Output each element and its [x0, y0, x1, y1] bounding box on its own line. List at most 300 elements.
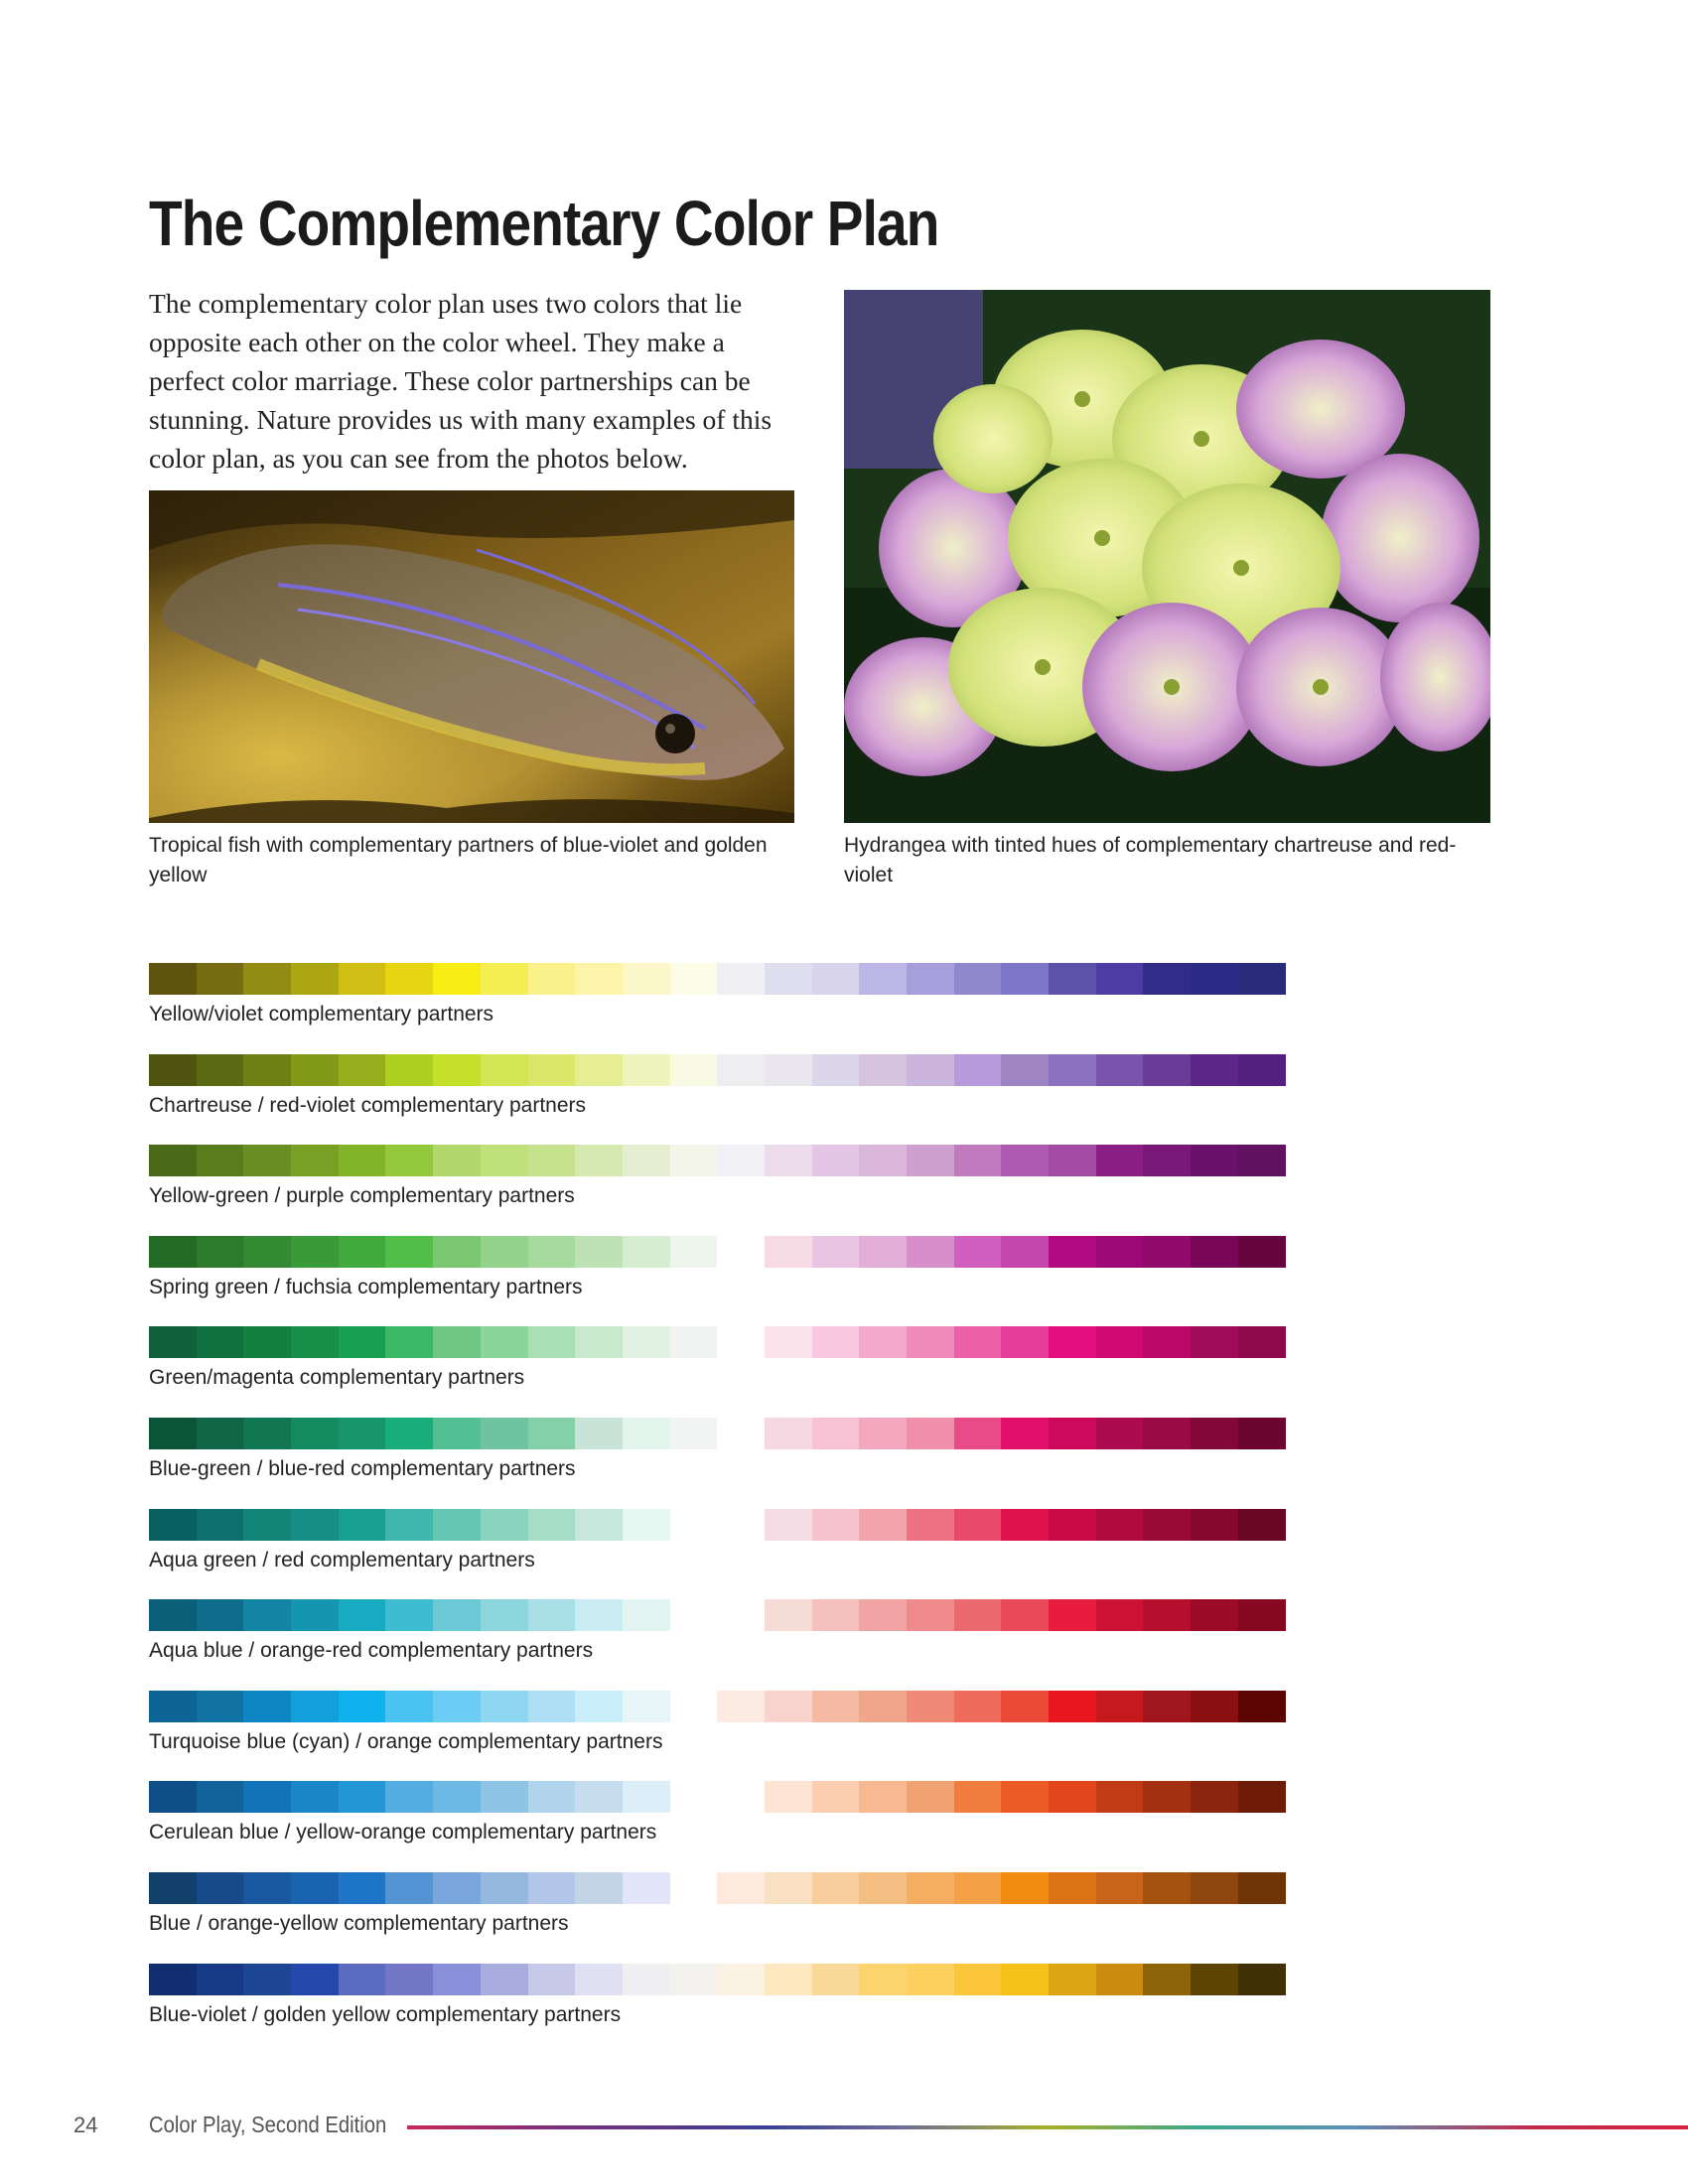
color-swatch — [1143, 1418, 1191, 1449]
color-swatch — [1238, 1326, 1286, 1358]
color-swatch — [528, 963, 576, 995]
color-swatch — [291, 1872, 339, 1904]
color-swatch — [859, 1326, 907, 1358]
color-swatch — [1191, 1145, 1238, 1176]
color-swatch — [1143, 1781, 1191, 1813]
color-swatch — [765, 1691, 812, 1722]
color-swatch — [291, 963, 339, 995]
color-swatch — [149, 1964, 197, 1995]
color-swatch — [481, 1599, 528, 1631]
color-swatch — [481, 1418, 528, 1449]
color-swatch — [433, 1964, 481, 1995]
color-swatch — [623, 963, 670, 995]
color-swatch — [812, 1872, 860, 1904]
color-swatch — [717, 1236, 765, 1268]
color-swatch — [717, 1599, 765, 1631]
color-swatch — [1191, 1964, 1238, 1995]
color-swatch — [812, 1691, 860, 1722]
color-swatch-bar — [149, 1964, 1286, 1995]
color-strip-label: Blue-violet / golden yellow complementary partners — [149, 2002, 622, 2026]
color-strip-row — [149, 1872, 1340, 1964]
color-swatch — [1049, 1145, 1096, 1176]
color-swatch — [859, 1509, 907, 1541]
color-swatch — [291, 1599, 339, 1631]
color-swatch — [339, 1781, 386, 1813]
color-swatch — [575, 1872, 623, 1904]
color-swatch — [907, 1691, 954, 1722]
color-swatch — [291, 1691, 339, 1722]
color-swatch — [1238, 1872, 1286, 1904]
color-swatch — [528, 1326, 576, 1358]
color-swatch — [623, 1145, 670, 1176]
color-swatch — [481, 1781, 528, 1813]
color-swatch — [623, 1418, 670, 1449]
color-swatch — [859, 1964, 907, 1995]
color-swatch — [197, 1145, 244, 1176]
color-swatch — [433, 1509, 481, 1541]
color-swatch — [1001, 1781, 1049, 1813]
color-swatch — [575, 1054, 623, 1086]
color-swatch — [670, 1599, 718, 1631]
color-swatch — [765, 1145, 812, 1176]
color-swatch — [385, 1236, 433, 1268]
color-swatch — [385, 1964, 433, 1995]
color-swatch — [528, 1236, 576, 1268]
color-swatch — [1096, 1145, 1144, 1176]
color-swatch — [954, 1509, 1002, 1541]
color-swatch — [954, 1418, 1002, 1449]
color-swatch — [1049, 1054, 1096, 1086]
color-swatch — [670, 1418, 718, 1449]
color-swatch — [717, 1418, 765, 1449]
color-swatch — [1049, 1418, 1096, 1449]
color-swatch — [1096, 1781, 1144, 1813]
color-swatch — [907, 1509, 954, 1541]
color-swatch — [481, 963, 528, 995]
color-strip-row — [149, 1326, 1340, 1418]
color-swatch — [1238, 1236, 1286, 1268]
color-swatch — [481, 1054, 528, 1086]
color-swatch — [717, 1326, 765, 1358]
color-swatch-bar — [149, 1599, 1286, 1631]
color-swatch — [670, 1509, 718, 1541]
color-swatch — [859, 963, 907, 995]
color-swatch — [765, 1872, 812, 1904]
color-swatch — [1001, 1326, 1049, 1358]
color-swatch — [339, 1054, 386, 1086]
fish-photo-caption: Tropical fish with complementary partners of blue-violet and golden yellow — [149, 834, 768, 887]
color-swatch — [954, 1691, 1002, 1722]
color-swatch — [575, 1326, 623, 1358]
color-swatch — [1143, 1872, 1191, 1904]
color-swatch — [670, 1145, 718, 1176]
color-swatch — [339, 1145, 386, 1176]
color-swatch — [717, 1145, 765, 1176]
color-swatch — [575, 1509, 623, 1541]
color-swatch — [481, 1326, 528, 1358]
color-swatch — [575, 1599, 623, 1631]
color-swatch — [1191, 1781, 1238, 1813]
color-swatch-bar — [149, 1326, 1286, 1358]
color-swatch — [291, 1509, 339, 1541]
color-swatch — [1096, 1872, 1144, 1904]
color-strip-label: Blue / orange-yellow complementary partners — [149, 1911, 569, 1935]
color-swatch — [670, 1236, 718, 1268]
color-swatch — [339, 1691, 386, 1722]
color-swatch — [149, 963, 197, 995]
color-swatch — [197, 1509, 244, 1541]
color-swatch — [243, 1418, 291, 1449]
color-strip-row — [149, 1418, 1340, 1509]
color-strip-label: Blue-green / blue-red complementary partners — [149, 1456, 576, 1480]
color-swatch — [197, 1326, 244, 1358]
color-swatch — [1001, 963, 1049, 995]
color-swatch — [197, 1236, 244, 1268]
color-swatch — [291, 1145, 339, 1176]
color-swatch — [528, 1964, 576, 1995]
color-swatch — [243, 1145, 291, 1176]
color-swatch — [1143, 1236, 1191, 1268]
color-swatch — [528, 1145, 576, 1176]
color-strip-row — [149, 1599, 1340, 1691]
color-swatch — [859, 1054, 907, 1086]
color-swatch — [339, 1236, 386, 1268]
color-swatch — [765, 1781, 812, 1813]
intro-paragraph: The complementary color plan uses two colors that lie opposite each other on the color wheel. They make a perfect color marriage. These color partnerships can be stunning. Nature provides us with many examples of this color plan, as you can see from the photos below. — [149, 288, 773, 474]
color-swatch — [623, 1691, 670, 1722]
color-swatch — [859, 1236, 907, 1268]
color-swatch — [1238, 1964, 1286, 1995]
color-swatch — [1096, 1599, 1144, 1631]
color-swatch — [907, 1781, 954, 1813]
color-swatch — [859, 1145, 907, 1176]
color-swatch — [1191, 1054, 1238, 1086]
color-swatch — [1143, 1599, 1191, 1631]
color-swatch — [623, 1872, 670, 1904]
color-swatch — [575, 1236, 623, 1268]
color-swatch — [385, 1145, 433, 1176]
color-swatch — [1001, 1691, 1049, 1722]
color-swatch — [670, 1964, 718, 1995]
color-swatch — [1143, 1964, 1191, 1995]
color-swatch — [907, 1326, 954, 1358]
color-swatch — [1191, 1326, 1238, 1358]
book-title: Color Play, Second Edition — [149, 2112, 387, 2137]
color-swatch — [481, 1509, 528, 1541]
color-swatch — [385, 1872, 433, 1904]
color-swatch — [859, 1418, 907, 1449]
color-swatch — [1049, 1509, 1096, 1541]
color-swatch — [339, 1418, 386, 1449]
color-swatch — [717, 1872, 765, 1904]
color-strip-label: Chartreuse / red-violet complementary partners — [149, 1093, 587, 1117]
color-swatch — [291, 1236, 339, 1268]
color-swatch — [1096, 1964, 1144, 1995]
color-swatch — [765, 963, 812, 995]
color-swatch — [149, 1326, 197, 1358]
color-swatch — [1143, 1326, 1191, 1358]
color-swatch — [1191, 1236, 1238, 1268]
color-swatch — [623, 1236, 670, 1268]
color-swatch — [1238, 1509, 1286, 1541]
color-strip-label: Aqua green / red complementary partners — [149, 1548, 535, 1571]
color-swatch — [528, 1509, 576, 1541]
color-swatch-bar — [149, 1054, 1286, 1086]
color-swatch — [907, 1418, 954, 1449]
color-swatch — [243, 1054, 291, 1086]
color-swatch — [197, 1599, 244, 1631]
color-swatch — [954, 1872, 1002, 1904]
color-swatch — [1049, 963, 1096, 995]
color-swatch — [385, 963, 433, 995]
color-swatch — [954, 1964, 1002, 1995]
color-swatch — [812, 1599, 860, 1631]
color-swatch — [670, 1781, 718, 1813]
color-swatch — [385, 1599, 433, 1631]
color-swatch — [575, 1781, 623, 1813]
color-swatch — [1238, 1691, 1286, 1722]
color-swatch — [1096, 1691, 1144, 1722]
color-swatch — [765, 1054, 812, 1086]
color-swatch — [149, 1145, 197, 1176]
color-swatch — [1191, 1599, 1238, 1631]
color-swatch — [954, 1236, 1002, 1268]
color-strip-label: Aqua blue / orange-red complementary partners — [149, 1639, 594, 1663]
color-swatch — [385, 1691, 433, 1722]
color-swatch — [670, 1872, 718, 1904]
color-swatch — [481, 1145, 528, 1176]
color-swatch-bar — [149, 1781, 1286, 1813]
color-swatch — [528, 1054, 576, 1086]
color-swatch — [1143, 1054, 1191, 1086]
color-swatch — [1191, 1872, 1238, 1904]
hydrangea-photo — [844, 290, 1490, 823]
hydrangea-photo-caption: Hydrangea with tinted hues of complementary chartreuse and red-violet — [844, 834, 1457, 887]
color-strip-row — [149, 1145, 1340, 1236]
color-swatch — [197, 1781, 244, 1813]
color-swatch — [1143, 963, 1191, 995]
color-swatch — [1096, 963, 1144, 995]
color-swatch — [149, 1781, 197, 1813]
color-swatch — [623, 1054, 670, 1086]
color-swatch — [528, 1872, 576, 1904]
color-strip-label: Green/magenta complementary partners — [149, 1366, 525, 1390]
color-swatch — [1001, 1236, 1049, 1268]
color-swatch — [1191, 1691, 1238, 1722]
color-swatch — [859, 1781, 907, 1813]
color-swatch — [481, 1236, 528, 1268]
color-strip-row — [149, 1509, 1340, 1600]
color-strip-row — [149, 963, 1340, 1054]
color-swatch — [907, 1054, 954, 1086]
color-swatch — [1191, 1509, 1238, 1541]
color-swatch — [954, 1145, 1002, 1176]
color-swatch — [859, 1691, 907, 1722]
color-swatch — [291, 1964, 339, 1995]
color-swatch — [812, 1236, 860, 1268]
color-swatch — [149, 1872, 197, 1904]
color-swatch — [812, 963, 860, 995]
color-swatch — [243, 1599, 291, 1631]
color-strips — [149, 963, 1340, 2054]
color-swatch — [339, 1326, 386, 1358]
color-swatch — [575, 1145, 623, 1176]
color-swatch — [1238, 1599, 1286, 1631]
color-swatch — [1001, 1872, 1049, 1904]
color-swatch — [812, 1418, 860, 1449]
color-swatch — [433, 1872, 481, 1904]
color-swatch — [197, 1691, 244, 1722]
color-swatch — [765, 1326, 812, 1358]
color-strip-label: Cerulean blue / yellow-orange complementary partners — [149, 1821, 657, 1844]
color-swatch — [717, 1964, 765, 1995]
color-swatch — [433, 1418, 481, 1449]
color-swatch — [859, 1599, 907, 1631]
color-swatch — [1096, 1326, 1144, 1358]
color-swatch — [765, 1964, 812, 1995]
color-swatch — [149, 1236, 197, 1268]
color-swatch — [812, 1964, 860, 1995]
color-swatch — [528, 1599, 576, 1631]
color-swatch — [1238, 963, 1286, 995]
color-swatch — [1001, 1145, 1049, 1176]
color-swatch — [385, 1054, 433, 1086]
color-swatch — [623, 1326, 670, 1358]
color-swatch — [433, 1326, 481, 1358]
color-swatch — [1049, 1326, 1096, 1358]
color-swatch-bar — [149, 1872, 1286, 1904]
color-swatch — [907, 1145, 954, 1176]
color-swatch — [528, 1418, 576, 1449]
color-swatch — [812, 1145, 860, 1176]
color-swatch — [859, 1872, 907, 1904]
color-swatch — [670, 1326, 718, 1358]
color-swatch — [243, 1509, 291, 1541]
color-swatch — [149, 1599, 197, 1631]
color-strip-row — [149, 1236, 1340, 1327]
color-swatch — [1238, 1145, 1286, 1176]
color-swatch — [1191, 963, 1238, 995]
color-swatch — [339, 1599, 386, 1631]
color-swatch — [1238, 1418, 1286, 1449]
color-swatch — [1191, 1418, 1238, 1449]
color-swatch — [1096, 1236, 1144, 1268]
color-swatch — [765, 1509, 812, 1541]
footer-rule — [407, 2125, 1688, 2129]
color-swatch — [575, 963, 623, 995]
color-swatch — [243, 1236, 291, 1268]
color-swatch — [433, 1599, 481, 1631]
color-swatch — [433, 1781, 481, 1813]
color-swatch — [1096, 1054, 1144, 1086]
color-swatch — [1001, 1054, 1049, 1086]
page-title: The Complementary Color Plan — [149, 188, 939, 259]
color-swatch — [1049, 1691, 1096, 1722]
color-strip-row — [149, 1781, 1340, 1872]
color-swatch — [954, 1599, 1002, 1631]
color-swatch — [623, 1509, 670, 1541]
color-swatch — [1096, 1418, 1144, 1449]
color-swatch — [1049, 1236, 1096, 1268]
tropical-fish-photo — [149, 490, 794, 823]
color-swatch — [339, 1872, 386, 1904]
color-strip-label: Yellow-green / purple complementary partners — [149, 1184, 575, 1208]
color-swatch — [1049, 1599, 1096, 1631]
color-swatch — [1238, 1054, 1286, 1086]
color-swatch — [1001, 1509, 1049, 1541]
color-swatch — [623, 1964, 670, 1995]
color-swatch — [1049, 1872, 1096, 1904]
color-swatch — [717, 1691, 765, 1722]
color-swatch — [1001, 1418, 1049, 1449]
color-swatch — [623, 1599, 670, 1631]
color-swatch — [385, 1509, 433, 1541]
color-swatch — [1001, 1599, 1049, 1631]
color-swatch — [291, 1326, 339, 1358]
color-strip-label: Spring green / fuchsia complementary partners — [149, 1275, 583, 1298]
color-swatch — [481, 1872, 528, 1904]
color-swatch — [765, 1236, 812, 1268]
color-strip-row — [149, 1691, 1340, 1782]
color-swatch — [197, 1054, 244, 1086]
color-swatch — [575, 1418, 623, 1449]
color-swatch — [149, 1691, 197, 1722]
color-swatch — [907, 1872, 954, 1904]
color-swatch-bar — [149, 1145, 1286, 1176]
color-swatch — [907, 1599, 954, 1631]
color-strip-row — [149, 1054, 1340, 1146]
color-swatch — [433, 1236, 481, 1268]
color-swatch — [433, 963, 481, 995]
color-swatch — [197, 1964, 244, 1995]
color-swatch — [812, 1781, 860, 1813]
color-swatch-bar — [149, 1509, 1286, 1541]
color-swatch — [670, 1691, 718, 1722]
color-swatch — [243, 1872, 291, 1904]
color-swatch — [1143, 1691, 1191, 1722]
color-swatch — [575, 1691, 623, 1722]
color-swatch — [339, 1964, 386, 1995]
color-swatch — [197, 963, 244, 995]
color-swatch — [433, 1691, 481, 1722]
color-swatch — [243, 1781, 291, 1813]
color-swatch — [670, 1054, 718, 1086]
color-swatch — [339, 963, 386, 995]
color-swatch — [812, 1054, 860, 1086]
color-swatch — [1143, 1509, 1191, 1541]
color-swatch — [717, 963, 765, 995]
color-swatch — [1096, 1509, 1144, 1541]
color-swatch — [717, 1781, 765, 1813]
color-swatch — [954, 1781, 1002, 1813]
color-swatch — [717, 1054, 765, 1086]
color-swatch — [765, 1418, 812, 1449]
color-swatch — [954, 963, 1002, 995]
color-swatch — [481, 1691, 528, 1722]
color-swatch — [243, 1691, 291, 1722]
color-swatch — [1238, 1781, 1286, 1813]
color-swatch — [149, 1418, 197, 1449]
color-swatch — [812, 1509, 860, 1541]
color-swatch — [481, 1964, 528, 1995]
color-swatch — [528, 1781, 576, 1813]
color-swatch — [433, 1145, 481, 1176]
color-swatch-bar — [149, 1691, 1286, 1722]
color-strip-row — [149, 1964, 1340, 2055]
color-swatch — [149, 1054, 197, 1086]
color-swatch — [385, 1326, 433, 1358]
color-swatch — [528, 1691, 576, 1722]
